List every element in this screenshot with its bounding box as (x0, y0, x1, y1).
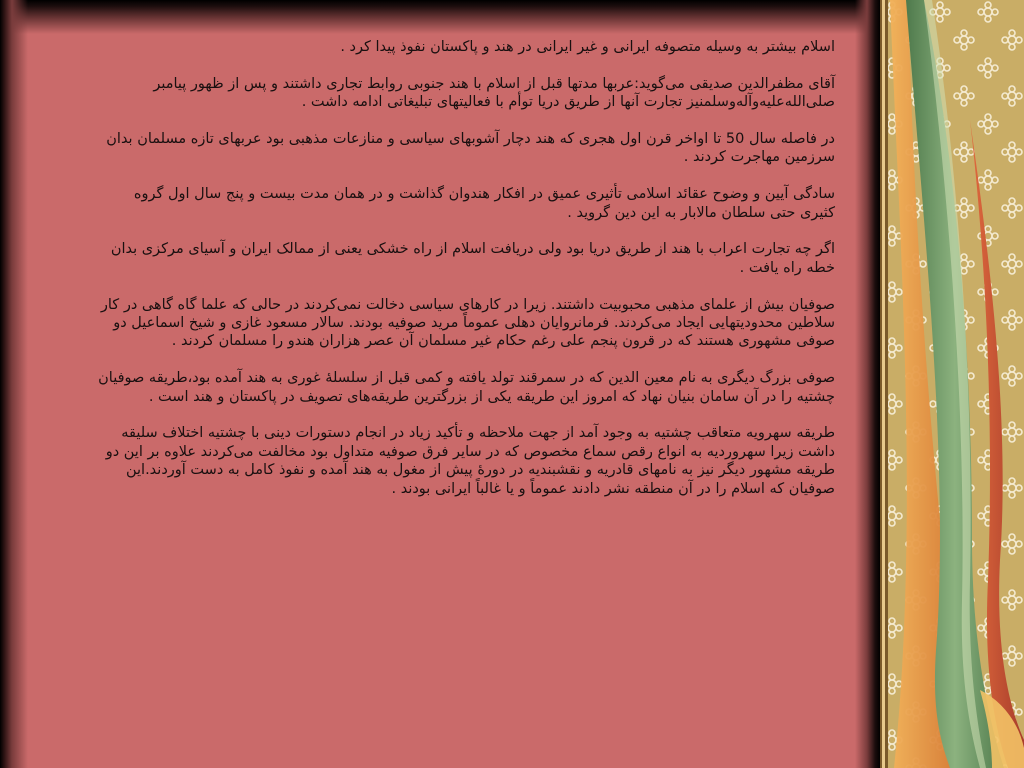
left-shadow (0, 0, 28, 768)
paragraph-2: آقای مظفرالدین صدیقی می‌گوید:عربها مدتها قبل از اسلام با هند جنوبی روابط تجاری داشتند و پس از ظهور پیامبر صلی‌الله‌علیه‌وآله‌وسلمنیز تجارت آنها از طریق دریا توأم با فعالیتهای تبلیغاتی ادامه داشت . (153, 75, 835, 111)
paragraph-1: اسلام بیشتر به وسیله متصوفه ایرانی و غیر ایرانی در هند و پاکستان نفوذ پیدا کرد . (340, 39, 835, 55)
paragraph-5: اگر چه تجارت اعراب با هند از طریق دریا بود ولی دریافت اسلام از راه خشکی یعنی از ممالک ایران و آسیای مرکزی بدان خطه راه یافت . (110, 241, 835, 276)
top-shadow (0, 0, 880, 34)
paragraph-8: طریقه سهرویه متعاقب چشتیه به وجود آمد از جهت ملاحظه و تأکید زیاد در انجام دستورات دینی با چشتیه اختلاف سلیقه داشت زیرا سهروردیه به انواع رقص سماع مخصوص که در سایر فرق صوفیه متداول بود مخالفت می‌کردند علاوه بر این دو طریقه مشهور دیگر نیز به نامهای قادریه و نقشبندیه در دورهٔ پیش از مغول به هند آمده و نفوذ کامل به دست آوردند.این صوفیان که اسلام را در آن منطقه نشر دادند عموماً و یا غالباً ایرانی بودند . (105, 425, 835, 497)
text-body (95, 38, 835, 748)
right-shadow (855, 0, 880, 768)
paragraph-4: سادگی آیین و وضوح عقائد اسلامی تأثیری عمیق در افکار هندوان گذاشت و در همان مدت بیست و پنج سال اول گروه کثیری حتی سلطان مالابار به این دین گروید . (133, 186, 835, 221)
paragraph-3: در فاصله سال 50 تا اواخر قرن اول هجری که هند دچار آشوبهای سیاسی و منازعات مذهبی بود عربهای تازه مسلمان بدان سرزمین مهاجرت کردند . (106, 131, 835, 166)
paragraph-6: صوفیان بیش از علمای مذهبی محبوبیت داشتند. زیرا در کارهای سیاسی دخالت نمی‌کردند در حالی که علما گاه گاهی در کار سلاطین محدودیتهایی ایجاد می‌کردند. فرمانروایان دهلی عموماً مرید صوفیه بودند. سالار مسعود غازی و شیخ اسماعیل دو صوفی مشهوری هستند که در قرون پنجم علی رغم حکام غیر مسلمان آن عصر هزاران هندو را مسلمان کردند . (100, 296, 835, 350)
decorative-panel (880, 0, 1024, 768)
paragraph-7: صوفی بزرگ دیگری به نام معین الدین که در سمرقند تولد یافته و کمی قبل از سلسلهٔ غوری به هند آمده بود،طریقه صوفیان چشتیه را در آن سامان بنیان نهاد که امروز این طریقه یکی از بزرگترین طریقه‌های تصویف در پاکستان و هند است . (98, 370, 835, 405)
